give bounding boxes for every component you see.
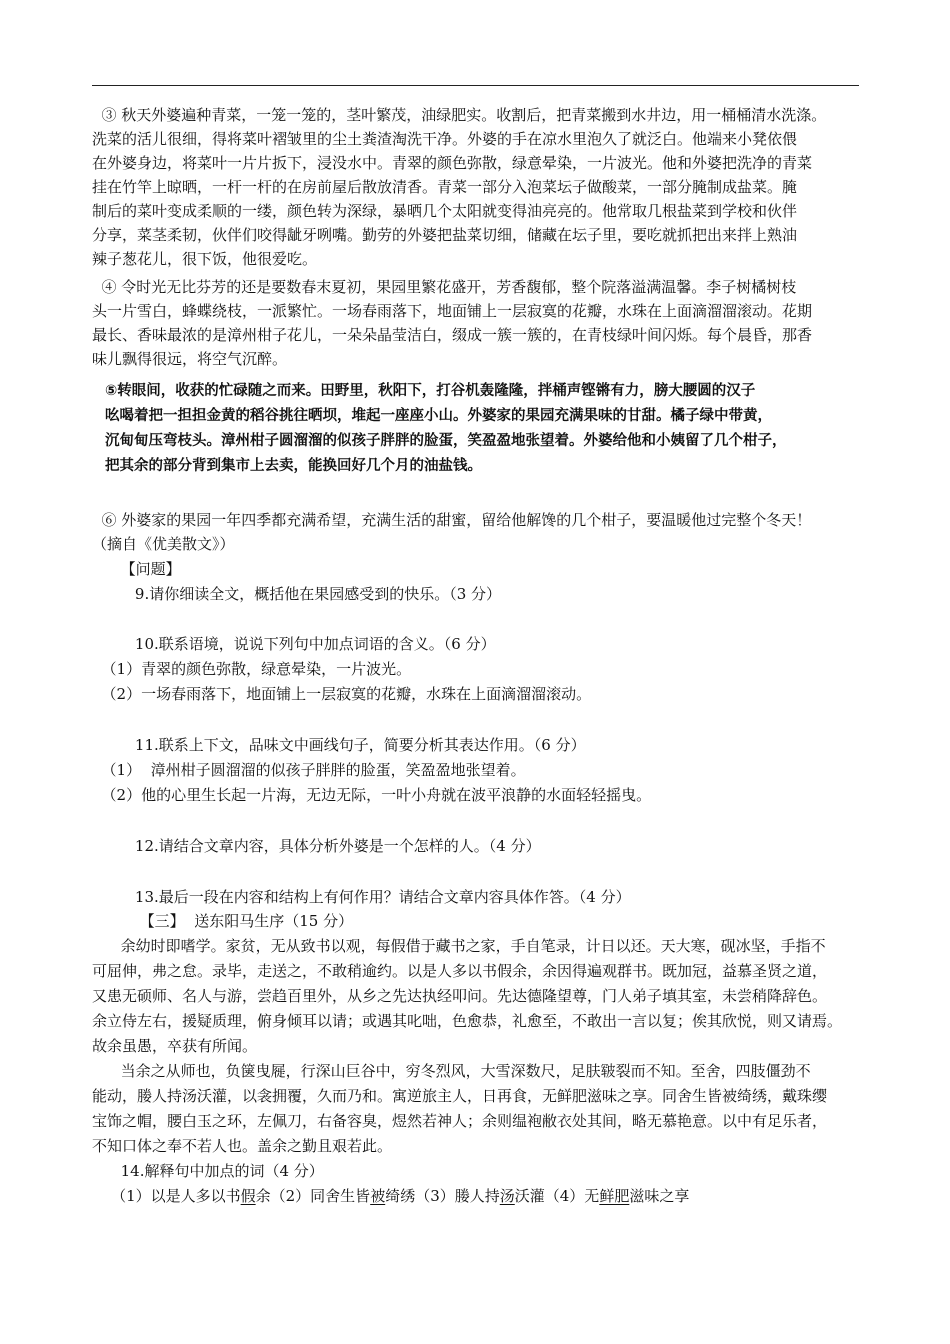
text-line: 挂在竹竿上晾晒，一杆一杆的在房前屋后散放清香。青菜一部分入泡菜坛子做酸菜，一部分腌制成盐菜。腌 bbox=[92, 178, 798, 196]
q14-text: （1）以是人多以书 bbox=[92, 1187, 241, 1205]
text-line: ④ 令时光无比芬芳的还是要数春末夏初，果园里繁花盛开，芳香馥郁，整个院落溢满温馨。李子树橘树枝 bbox=[92, 278, 797, 296]
text-line: 分享，菜茎柔韧，伙伴们咬得龇牙咧嘴。勤劳的外婆把盐菜切细，储藏在坛子里，要吃就抓把出来拌上熟油 bbox=[92, 226, 798, 244]
q14-word-4: 鲜肥 bbox=[599, 1187, 630, 1205]
text-line: ③ 秋天外婆遍种青菜，一笼一笼的，茎叶繁茂，油绿肥实。收割后，把青菜搬到水井边，用一桶桶清水洗涤。 bbox=[92, 106, 827, 124]
text-line: 味儿飘得很远，将空气沉醉。 bbox=[92, 350, 288, 368]
text-line: 故余虽愚，卒获有所闻。 bbox=[92, 1037, 258, 1055]
q14-word-1: 假 bbox=[240, 1187, 256, 1205]
questions-heading: 【问题】 bbox=[92, 560, 181, 578]
question-11-item-1: （1） 漳州柑子圆溜溜的似孩子胖胖的脸蛋，笑盈盈地张望着。 bbox=[92, 761, 526, 779]
question-11-item-2: （2）他的心里生长起一片海，无边无际，一叶小舟就在波平浪静的水面轻轻摇曳。 bbox=[92, 786, 652, 804]
text-line: 洗菜的活儿很细，得将菜叶褶皱里的尘土粪渣淘洗干净。外婆的手在凉水里泡久了就泛白。他端来小凳依偎 bbox=[92, 130, 798, 148]
q14-text: 绮绣（3）媵人持 bbox=[385, 1187, 500, 1205]
text-line: ⑥ 外婆家的果园一年四季都充满希望，充满生活的甜蜜，留给他解馋的几个柑子，要温暖他过完整个冬天！ bbox=[92, 511, 812, 529]
q14-word-2: 被 bbox=[370, 1187, 386, 1205]
q14-text: 滋味之享 bbox=[629, 1187, 690, 1205]
text-line: （摘自《优美散文》） bbox=[92, 535, 235, 553]
text-line: 最长、香味最浓的是漳州柑子花儿，一朵朵晶莹洁白，缀成一簇一簇的，在青枝绿叶间闪烁。每个晨昏，那香 bbox=[92, 326, 813, 344]
question-14: 14.解释句中加点的词（4 分） bbox=[92, 1162, 324, 1180]
q14-text: 沃灌（4）无 bbox=[514, 1187, 600, 1205]
text-line: 当余之从师也，负箧曳屣，行深山巨谷中，穷冬烈风，大雪深数尺，足肤皲裂而不知。至舍，四肢僵劲不 bbox=[92, 1062, 811, 1080]
text-line: 辣子葱花儿，很下饭，他很爱吃。 bbox=[92, 250, 318, 268]
text-line: 可屈伸，弗之怠。录毕，走送之，不敢稍逾约。以是人多以书假余，余因得遍观群书。既加冠，益慕圣贤之道， bbox=[92, 962, 828, 980]
text-line: 余立侍左右，援疑质理，俯身倾耳以请；或遇其叱咄，色愈恭，礼愈至，不敢出一言以复；俟其欣悦，则又请焉。 bbox=[92, 1012, 843, 1030]
question-11: 11.联系上下文，品味文中画线句子，简要分析其表达作用。（6 分） bbox=[92, 736, 586, 754]
text-line: 又患无硕师、名人与游，尝趋百里外，从乡之先达执经叩问。先达德隆望尊，门人弟子填其室，未尝稍降辞色。 bbox=[92, 987, 828, 1005]
q14-word-3: 汤 bbox=[499, 1187, 515, 1205]
question-12: 12.请结合文章内容，具体分析外婆是一个怎样的人。（4 分） bbox=[92, 837, 541, 855]
text-line: 沉甸甸压弯枝头。漳州柑子圆溜溜的似孩子胖胖的脸蛋，笑盈盈地张望着。外婆给他和小姨留了几个柑子， bbox=[105, 433, 787, 449]
question-13: 13.最后一段在内容和结构上有何作用？请结合文章内容具体作答。（4 分） bbox=[92, 888, 631, 906]
text-line: 宝饰之帽，腰白玉之环，左佩刀，右备容臭，煜然若神人；余则缊袍敝衣处其间，略无慕艳意。以中有足乐者， bbox=[92, 1112, 828, 1130]
header-rule bbox=[92, 85, 859, 86]
question-10: 10.联系语境，说说下列句中加点词语的含义。（6 分） bbox=[92, 635, 496, 653]
text-line: 能动，媵人持汤沃灌，以衾拥覆，久而乃和。寓逆旅主人，日再食，无鲜肥滋味之享。同舍生皆被绮绣，戴珠缨 bbox=[92, 1087, 828, 1105]
text-line: 制后的菜叶变成柔顺的一缕，颜色转为深绿，暴晒几个太阳就变得油亮亮的。他常取几根盐菜到学校和伙伴 bbox=[92, 202, 798, 220]
text-line: ⑤转眼间，收获的忙碌随之而来。田野里，秋阳下，打谷机轰隆隆，拌桶声铿锵有力，膀大腰圆的汉子 bbox=[105, 383, 756, 399]
question-10-item-1: （1）青翠的颜色弥散，绿意晕染，一片波光。 bbox=[92, 660, 412, 678]
text-line: 头一片雪白，蜂蝶绕枝，一派繁忙。一场春雨落下，地面铺上一层寂寞的花瓣，水珠在上面滴溜溜滚动。花期 bbox=[92, 302, 813, 320]
question-9: 9.请你细读全文，概括他在果园感受到的快乐。（3 分） bbox=[92, 585, 502, 603]
q14-text: 余（2）同舍生皆 bbox=[255, 1187, 371, 1205]
question-10-item-2: （2）一场春雨落下，地面铺上一层寂寞的花瓣，水珠在上面滴溜溜滚动。 bbox=[92, 685, 592, 703]
text-line: 余幼时即嗜学。家贫，无从致书以观，每假借于藏书之家，手自笔录，计日以还。天大寒，砚冰坚，手指不 bbox=[92, 937, 826, 955]
text-line: 在外婆身边，将菜叶一片片扳下，浸没水中。青翠的颜色弥散，绿意晕染，一片波光。他和外婆把洗净的青菜 bbox=[92, 154, 813, 172]
text-line: 吆喝着把一担担金黄的稻谷挑往晒坝，堆起一座座小山。外婆家的果园充满果味的甘甜。橘子绿中带黄， bbox=[105, 408, 772, 424]
text-line: 不知口体之奉不若人也。盖余之勤且艰若此。 bbox=[92, 1137, 393, 1155]
text-line: 把其余的部分背到集市上去卖，能换回好几个月的油盐钱。 bbox=[105, 458, 482, 474]
section-3-title: 【三】 送东阳马生序（15 分） bbox=[92, 912, 354, 930]
question-14-items bbox=[92, 1184, 689, 1208]
